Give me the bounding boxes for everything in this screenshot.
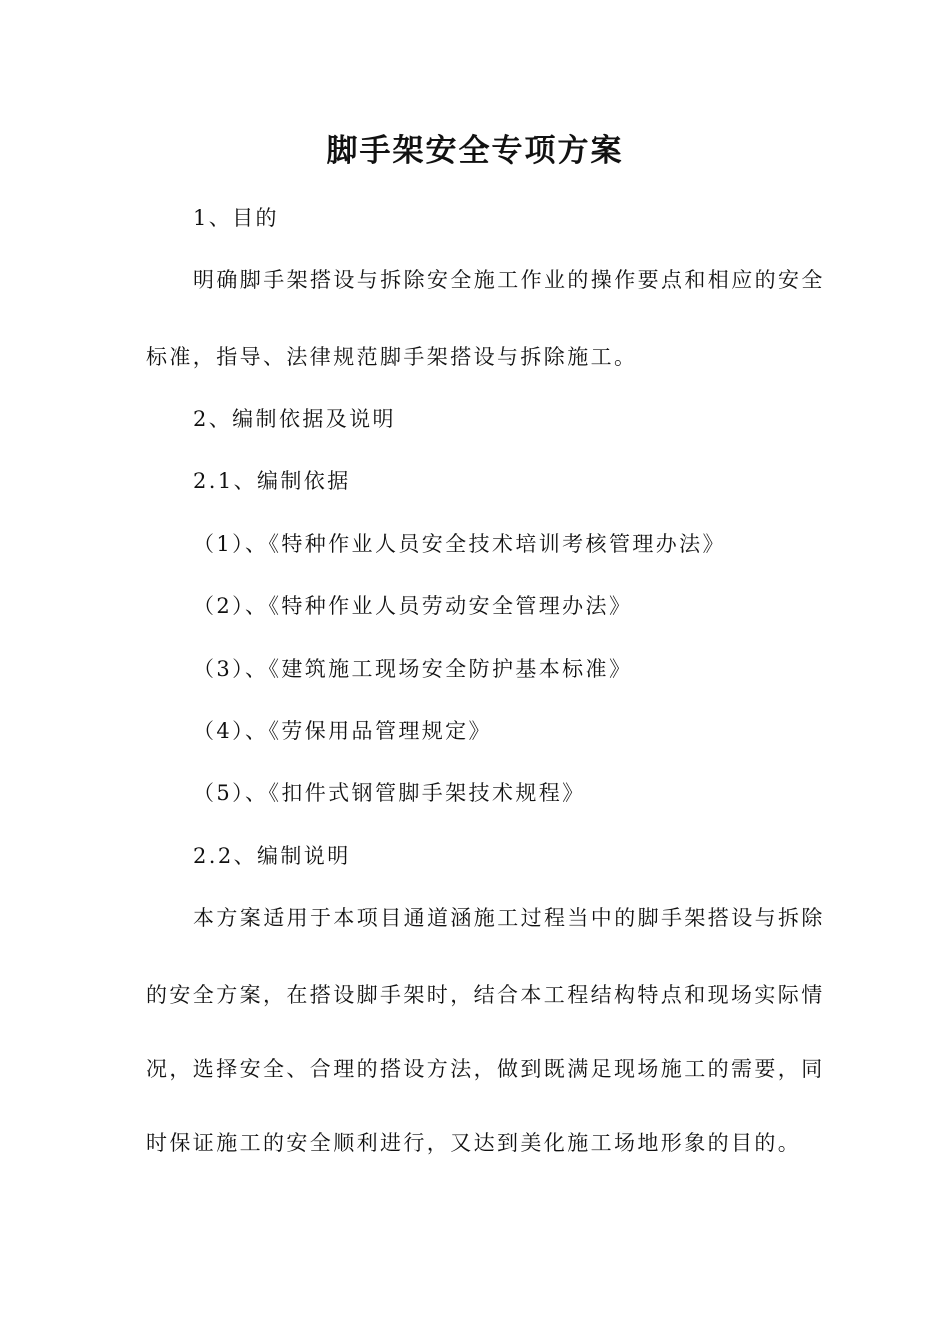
reference-item: （3）、《建筑施工现场安全防护基本标准》 bbox=[193, 657, 633, 681]
reference-item: （5）、《扣件式钢管脚手架技术规程》 bbox=[193, 781, 586, 805]
section-2-2-paragraph-line-3: 况，选择安全、合理的搭设方法，做到既满足现场施工的需要，同 bbox=[146, 1057, 825, 1081]
section-1-paragraph-line-2: 标准，指导、法律规范脚手架搭设与拆除施工。 bbox=[146, 345, 638, 369]
section-2-1-heading: 2.1、编制依据 bbox=[193, 469, 351, 493]
section-2-heading: 2、编制依据及说明 bbox=[193, 407, 396, 431]
section-2-2-heading: 2.2、编制说明 bbox=[193, 844, 351, 868]
section-2-2-paragraph-line-2: 的安全方案，在搭设脚手架时，结合本工程结构特点和现场实际情 bbox=[146, 983, 825, 1007]
section-2-2-paragraph-line-4: 时保证施工的安全顺利进行，又达到美化施工场地形象的目的。 bbox=[146, 1131, 802, 1155]
section-1-heading: 1、目的 bbox=[193, 206, 279, 230]
reference-item: （4）、《劳保用品管理规定》 bbox=[193, 719, 492, 743]
section-2-2-paragraph-line-1: 本方案适用于本项目通道涵施工过程当中的脚手架搭设与拆除 bbox=[193, 906, 825, 930]
reference-item: （1）、《特种作业人员安全技术培训考核管理办法》 bbox=[193, 532, 726, 556]
document-title: 脚手架安全专项方案 bbox=[326, 133, 624, 169]
section-1-paragraph-line-1: 明确脚手架搭设与拆除安全施工作业的操作要点和相应的安全 bbox=[193, 268, 825, 292]
reference-item: （2）、《特种作业人员劳动安全管理办法》 bbox=[193, 594, 633, 618]
